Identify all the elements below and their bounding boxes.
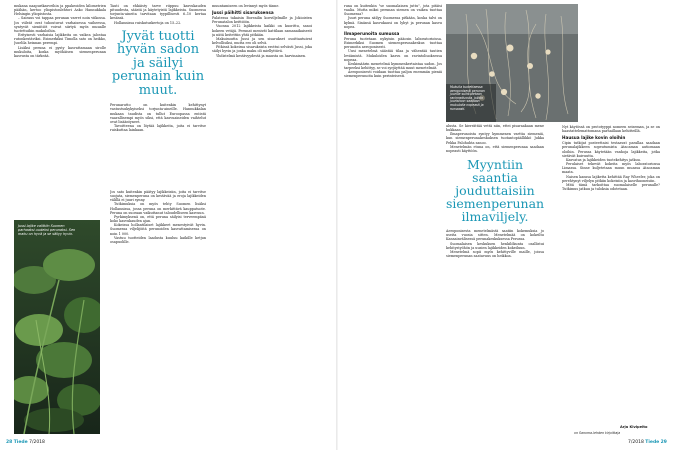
paragraph: runa on kuitenkin "se suomalainen juttu", jota pitäisi vaalia. Mutta miksi perunan siemen on vaikea tuottaa Suomessa? [344,4,442,17]
paragraph: Naisen kanssa lajiketta kehittää Ray Wheeler, joka on perehtynyt viljelyn pitkiin kokeisiin ja kasvihuoneisiin. [562,174,660,183]
paragraph: Makuisuutta Jussi ja sen sisarukset osoittautuivat kelvollisiksi, mutta ero oli selvä. [212,36,312,46]
paragraph: muuntamiseen on levinnyt myös tänne. [212,4,280,8]
article-column-1 [14,4,106,226]
paragraph: Pyrkimyksenä on, että peruna säilyisi terveempänä koko kasvukauden ajan. [110,214,206,224]
paragraph: mukana naapurikasveihin ja ppakeoiden kilometrien päähän, kertoo yliopistonlehtori Asko Hannukkala Helsingin yliopistosta. [14,4,106,17]
paragraph: alusta. Se kierrättää vettä niin, ettei pisaraakaan mene hukkaan. [446,124,544,133]
paragraph: Hollannissa ruiskutuskertoja on 15–22. [114,20,182,25]
paragraph: Tauti on ehkäisty tarve riippuu kasvukauden pituudesta, säästä ja käytetyistä lajikkeista. Suomessa torjunta-aineita tarvitaan tyypillisesti 6–10 kertaa kesässä. [110,4,206,21]
paragraph: Pitkissä kokeissa sisaruksista erottui selvästi Jussi, joka säilyi hyvin ja jonka maku oli miellyttävä. [212,45,312,54]
page-number-right: 29 [660,440,667,445]
page-gutter [336,0,338,450]
paragraph: Vuonna 2012 lajikkeista kaikki on kuorittu, sanoi kokeen vetäjä. Perunat menivät kattilaan samanaikaisesti ja niitä keitettiin yhtä pitkään. [212,24,312,37]
article-column-7 [562,125,660,425]
page-number-left: 28 [6,440,13,445]
paragraph: Uusi menetelmä säästää tilaa ja vähentää tautien leviämistä. Mukuloiden kasvu on ravintoliuoksessa nopeaa. [344,49,442,62]
brand-left: Tiede [13,440,28,445]
paragraph: Ilmaperunoista syntyy kymmenen varttia siemeniä, kun siemenperunakeskuksen tuotantopäällikkö Jukka Pekka Palohuhta sanoo. [446,132,544,145]
paragraph: Erityisesti varhaisia lajikkeita on vaikea jalostaa rutonkestäviksi. Esimerkiksi Timolla sato on heikko, Juselila heinnan perempi. [14,33,106,46]
paragraph: Juuri peruna säilyy Suomessa pitkään, koska talvi on kylmä. Sinänsä kasvukausi on lyhyt ja perunan kasvu nopea. [344,16,442,29]
author-name: Arja Kivipelto [620,425,648,429]
paragraph: Aeroponisesta menetelmästä saatiin kokemuksia jo useita vuosia sitten. Menetelmää on kokeiltu Kansainvälisessä perunakeskuksessa Perussa. [446,229,544,242]
paragraph: Jos sato kuitenkin päätyy lajikkeisiin, joita ei tarvitse suojata, siemenperuna on kestävää ja eroja lajikkeiden välillä ei juuri synny. [110,190,206,203]
author-note: on Sanoma-lehden kirjoittaja [574,431,621,435]
issue-right: 7/2018 [628,440,644,445]
paragraph: Perulaiset tekevät kokeita myös laboratoriossa Limassa. Sinne kuljetetaan muun muassa Atacaman maata. [562,162,660,175]
paragraph: Menetelmän etuna on, että siemenperunaa saadaan nopeasti käyttöön. [446,144,544,153]
paragraph: Mitä tämä tarkoittaa suomalaiselle perunalle? Tutkimus jatkuu ja tuloksia odotetaan. [562,182,660,192]
paragraph: Lisäksi peruna ei pysty kasvattamaan sirolle mukuloita, koska myöhäisen siemenperunan kasvusta on tärkeää. [14,45,106,58]
potato-plant-photo [14,220,100,434]
potato-plant-illustration [14,220,100,434]
paragraph: Keskimäärin menetelmä kymmenkertaistaa sadon. Jos tarpeeksi kehittyy, se voi syrjäyttää muut menetelmät. [344,61,442,71]
article-column-3 [110,190,206,434]
photo-caption-left: Jussi-lajike valittiin Suomen parhaaksi uudeksi perunaksi. Sen maku on hyvä ja se säilyy hyvin. [18,224,76,236]
paragraph: Aeroponisesti voidaan tuottaa paljon enemmän pieniä siemenperunoita kuin perinteisesti. [344,70,442,79]
paragraph: Vastuu tuotteiden laadusta kuuluu kaikille ketjun osapuolille. [110,235,206,244]
paragraph: Perunarutto on kuitenkin kehittynyt vastustuskykyiseksi torjunta-aineille. Hannukkalan mukaan taudista on tullut Euroopassa entistä vaarallisempi myös siksi, että kasvuaineiden vaihtelut ovat lisääntyneet. [110,103,206,124]
paragraph: Palatessa takaisin Boreailin koeviljelmille ja Jokioisten Perunatalon keittiöön. [212,16,312,25]
paragraph: Nyt käytössä on prototyyppi nomeen seiseman, ja se on haastattelemattomana parhaillaan kehitteillä. [562,125,660,134]
paragraph: Cipin tutkijat posteettaisi testaavat parallaa saadaan perunalajikkeen sopeutumista Atacaman autiomaan oloihin. Perussa käytetään vanhoja lajikkeita, jotka sietävät kuivuutta. [562,141,660,158]
article-column-6 [446,124,544,434]
paragraph: Yhdistelmä kestävyydestä ja mausta on harvinainen. [216,53,307,58]
paragraph: Kokeissa hollantilaiset lajikkeet menestyivät hyvin. Suomessa viljelijöitä perunoiden kasvattamisessa on noin 1 000. [110,223,206,236]
pull-quote-left: Jyvät tuotti hyvän sadon ja säilyi perunain kuin muut. [111,28,205,98]
pull-quote-right: Myyntiin saantia jouduttaisiin siemenperunan ilmaviljely. [446,157,544,225]
article-column-5 [344,4,442,434]
paragraph: Peruna tuotetaan nykyisin pääosin laboratorioissa. Esimerkiksi Suomen siemenperunakeskus tuottaa perunoita aeroponisesti. [344,36,442,50]
photo-caption-right: Mukulia tuotettaessa aeroponisesti perunan juurille suihkutetaan ravinneliuosta, jolloin juuristoon saadaan mukuloita nopeasti ja runsaasti. [450,85,485,111]
section-heading: Jussi päihitti sisaruksensa [212,10,274,16]
brand-right: Tiede [645,440,660,445]
paragraph: Suomalaisen keskuksen henkilökunta osallistui kehitystyöhön ja uusien lajikkeiden kokeiluun. [446,241,544,250]
paragraph: – Sairaus voi tappaa perunan varret noin viikossa. Jos viileät ovat tuhoutuvat varhaisessa vaiheessa, syntyvät sieniitiöt voivat siirtyä myös muualle tuotettuihin mukuloihin. [14,16,106,33]
section-heading: Hausua lajike kovin oloihin [562,135,626,141]
article-column-4 [212,4,312,434]
paragraph: Tutkimuksia on myös tehty Suomen lisäksi Hollannissa, jossa peruna on merkittävä kauppatuote. Peruna on suoraan vaikuttanut taloudelliseen kasvuun. [110,202,206,215]
footer-right [628,440,667,446]
section-heading: Ilmaperunoita sumussa [344,30,400,36]
paragraph: Tavoitteena on löytää lajikkeita, joita ei tarvitse ruiskuttaa lainkaan. [110,124,206,133]
issue-left: 7/2018 [29,440,45,445]
footer-left [6,440,45,446]
paragraph: Kasvatus ja lajikkeiden tuotekehitys jatkuu. [566,157,641,162]
paragraph: Menetelmä sopii myös kehittyville maille, joissa siemenperunan saatavuus on heikkoa. [446,249,544,259]
